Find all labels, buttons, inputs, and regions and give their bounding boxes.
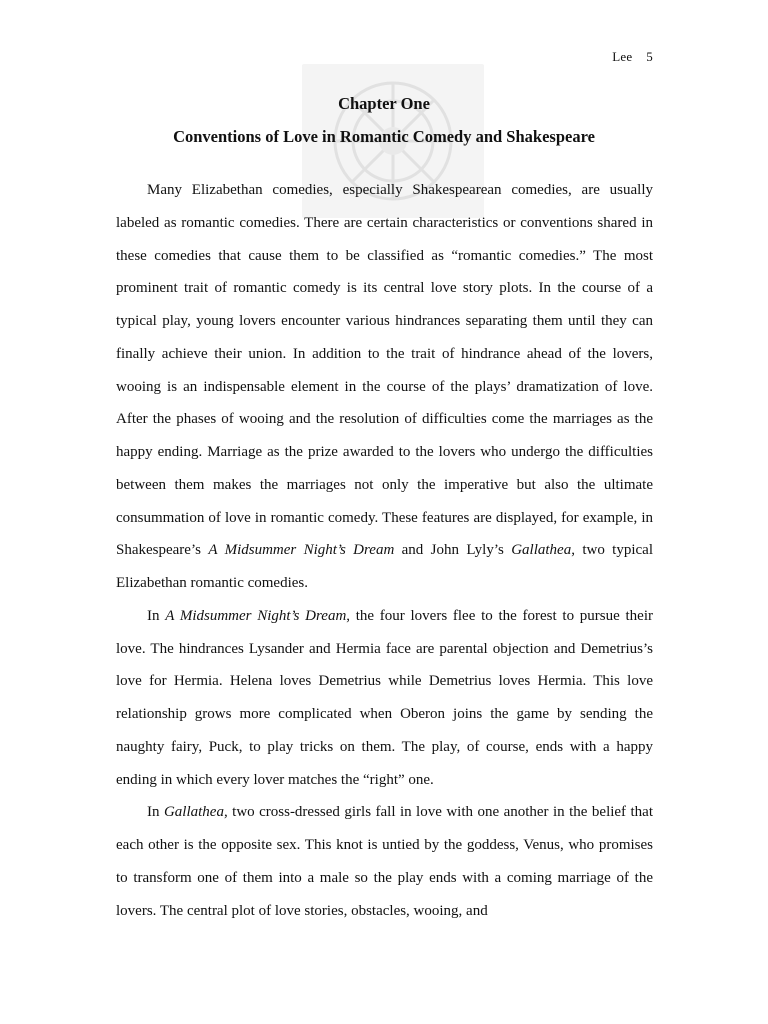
header-page-number: 5 (646, 49, 653, 64)
header-author: Lee (612, 49, 633, 64)
text-run: , the four lovers flee to the forest to pursue their love. The hindrances Lysander and Hermia face are parental objection and Demetrius’s love for Hermia. Helena loves Demetrius while Demetrius loves Hermia. This love relationship grows more complicated when Oberon joins the game by sending the naughty fairy, Puck, to play tricks on them. The play, of course, ends with a happy ending in which every lover matches the “right” one. (116, 607, 653, 788)
play-title-italic: Gallathea (511, 542, 572, 559)
text-run: In (147, 804, 164, 821)
play-title-italic: A Midsummer Night’s Dream (208, 542, 395, 559)
play-title-italic: Gallathea (163, 804, 224, 821)
paragraph (116, 600, 653, 797)
paragraph (116, 174, 653, 600)
chapter-title: Chapter One (338, 94, 430, 113)
text-run: In (147, 607, 166, 624)
play-title-italic: A Midsummer Night’s Dream (165, 607, 347, 624)
text-run: , two cross-dressed girls fall in love with one another in the belief that each other is the opposite sex. This knot is untied by the goddess, Venus, who promises to transform one of them into a male so the play ends with a coming marriage of the lovers. The central plot of love stories, obstacles, wooing, and (116, 804, 653, 919)
body-text (116, 174, 653, 927)
text-run: Many Elizabethan comedies, especially Shakespearean comedies, are usually labeled as romantic comedies. There are certain characteristics or conventions shared in these comedies that cause them to be classified as “romantic comedies.” The most prominent trait of romantic comedy is its central love story plots. In the course of a typical play, young lovers encounter various hindrances separating them until they can finally achieve their union. In addition to the trait of hindrance ahead of the lovers, wooing is an indispensable element in the course of the plays’ dramatization of love. After the phases of wooing and the resolution of difficulties come the marriages as the happy ending. Marriage as the prize awarded to the lovers who undergo the difficulties between them makes the marriages not only the imperative but also the ultimate consummation of love in romantic comedy. These features are displayed, for example, in Shakespeare’s (116, 182, 653, 559)
text-run: , two typical Elizabethan romantic comedies. (116, 542, 653, 591)
chapter-subtitle: Conventions of Love in Romantic Comedy and Shakespeare (173, 127, 595, 146)
running-header (612, 49, 653, 65)
text-run: and John Lyly’s (394, 542, 512, 559)
paragraph (116, 796, 653, 927)
